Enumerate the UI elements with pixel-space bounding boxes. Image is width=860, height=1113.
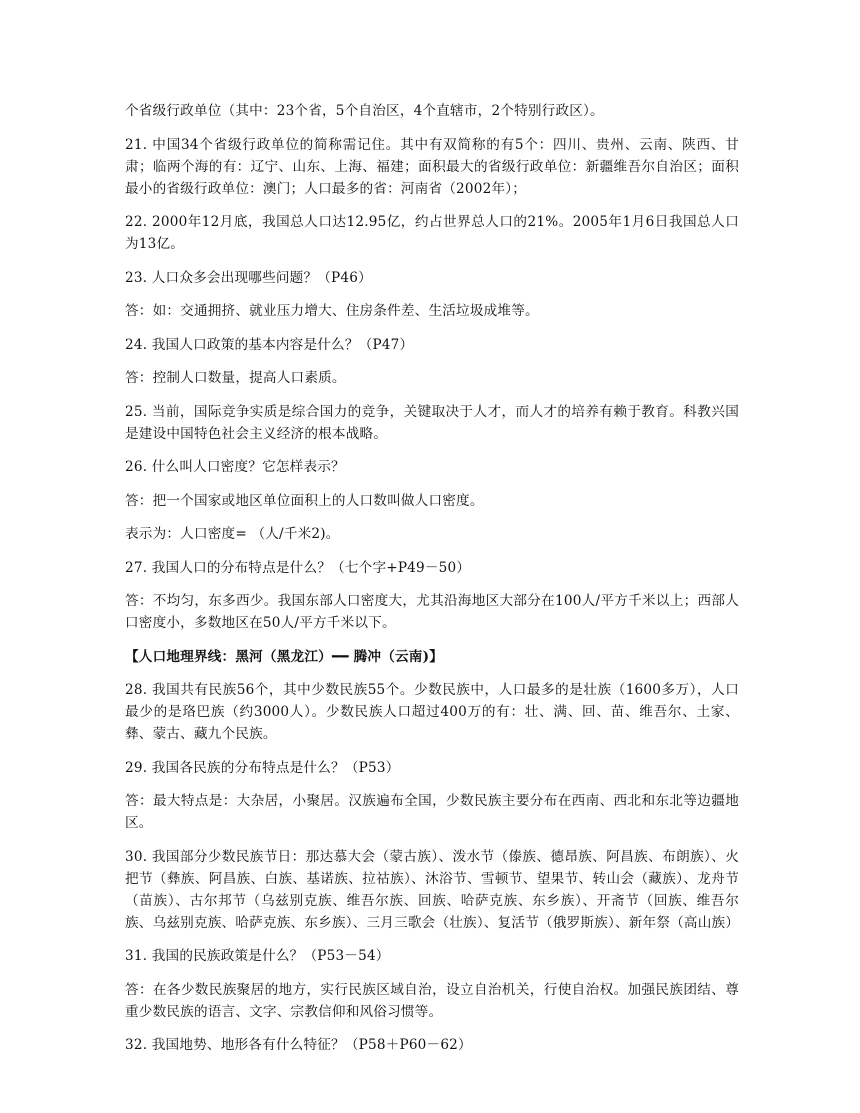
paragraph: 21. 中国34个省级行政单位的简称需记住。其中有双简称的有5个：四川、贵州、云南、陕西、甘肃；临两个海的有：辽宁、山东、上海、福建；面积最大的省级行政单位：新疆维吾尔自治区；面积最小的省级行政单位：澳门；人口最多的省：河南省（2002年）； <box>125 136 739 197</box>
paragraph: 25. 当前，国际竞争实质是综合国力的竞争，关键取决于人才，而人才的培养有赖于教育。科教兴国是建设中国特色社会主义经济的根本战略。 <box>125 403 739 442</box>
paragraph: 27. 我国人口的分布特点是什么？（七个字+P49－50） <box>125 559 471 576</box>
paragraph: 30. 我国部分少数民族节日：那达慕大会（蒙古族）、泼水节（傣族、德昂族、阿昌族、布朗族）、火把节（彝族、阿昌族、白族、基诺族、拉祜族）、沐浴节、雪顿节、望果节、转山会（藏族）、龙舟节（苗族）、古尔邦节（乌兹别克族、维吾尔族、回族、哈萨克族、东乡族）、开斋节（回族、维吾尔族、乌兹别克族、哈萨克族、东乡族）、三月三歌会（壮族）、复活节（俄罗斯族）、新年祭（高山族） <box>125 848 740 931</box>
paragraph: 答：在各少数民族聚居的地方，实行民族区域自治，设立自治机关，行使自治权。加强民族团结、尊重少数民族的语言、文字、宗教信仰和风俗习惯等。 <box>125 981 739 1020</box>
paragraph: 答：最大特点是：大杂居，小聚居。汉族遍布全国，少数民族主要分布在西南、西北和东北等边疆地区。 <box>125 793 739 831</box>
paragraph: 31. 我国的民族政策是什么？（P53－54） <box>125 948 390 964</box>
paragraph: 32. 我国地势、地形各有什么特征？（P58＋P60－62） <box>125 1037 472 1053</box>
paragraph: 答：如：交通拥挤、就业压力增大、住房条件差、生活垃圾成堆等。 <box>125 303 539 319</box>
paragraph: 【人口地理界线：黑河（黑龙江）━━ 腾冲（云南)】 <box>125 648 443 665</box>
paragraph: 24. 我国人口政策的基本内容是什么？（P47） <box>125 336 414 353</box>
paragraph: 29. 我国各民族的分布特点是什么？（P53） <box>125 759 400 776</box>
paragraph: 22. 2000年12月底，我国总人口达12.95亿，约占世界总人口的21%。2005年1月6日我国总人口为13亿。 <box>125 214 739 252</box>
paragraph: 答：不均匀，东多西少。我国东部人口密度大，尤其沿海地区大部分在100人/平方千米以上；西部人口密度小，多数地区在50人/平方千米以下。 <box>125 593 739 631</box>
document-body <box>125 100 739 1068</box>
paragraph: 23. 人口众多会出现哪些问题？（P46） <box>125 269 372 286</box>
paragraph: 个省级行政单位（其中：23个省，5个自治区，4个直辖市，2个特别行政区）。 <box>125 103 604 119</box>
paragraph: 答：把一个国家或地区单位面积上的人口数叫做人口密度。 <box>125 492 484 509</box>
paragraph: 26. 什么叫人口密度？它怎样表示？ <box>125 459 345 475</box>
paragraph: 表示为：人口密度= （人/千米2)。 <box>125 526 340 542</box>
paragraph: 答：控制人口数量，提高人口素质。 <box>125 370 346 386</box>
paragraph: 28. 我国共有民族56个，其中少数民族55个。少数民族中，人口最多的是壮族（1600多万），人口最少的是珞巴族（约3000人）。少数民族人口超过400万的有：壮、满、回、苗、维吾尔、土家、彝、蒙古、藏九个民族。 <box>125 682 739 742</box>
